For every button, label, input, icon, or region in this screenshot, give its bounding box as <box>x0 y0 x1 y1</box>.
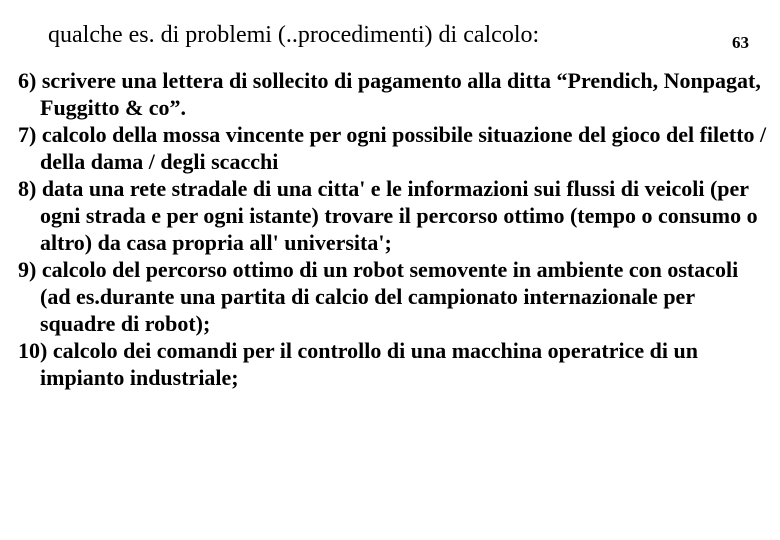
slide-title: qualche es. di problemi (..procedimenti) di calcolo: <box>48 22 540 48</box>
list-item: 10) calcolo dei comandi per il controllo di una macchina operatrice di un impianto industriale; <box>18 338 698 390</box>
list-item: 6) scrivere una lettera di sollecito di pagamento alla ditta “Prendich, Nonpagat, Fuggitto & co”. <box>18 68 761 120</box>
list-item: 8) data una rete stradale di una citta' e le informazioni sui flussi di veicoli (per ogni strada e per ogni istante) trovare il percorso ottimo (tempo o consumo o altro) da casa propria all' universita'; <box>18 176 758 255</box>
problem-list <box>18 67 770 391</box>
list-item: 9) calcolo del percorso ottimo di un robot semovente in ambiente con ostacoli (ad es.durante una partita di calcio del campionato internazionale per squadre di robot); <box>18 257 739 336</box>
page-number: 63 <box>732 33 749 52</box>
list-item: 7) calcolo della mossa vincente per ogni possibile situazione del gioco del filetto / della dama / degli scacchi <box>18 122 767 174</box>
